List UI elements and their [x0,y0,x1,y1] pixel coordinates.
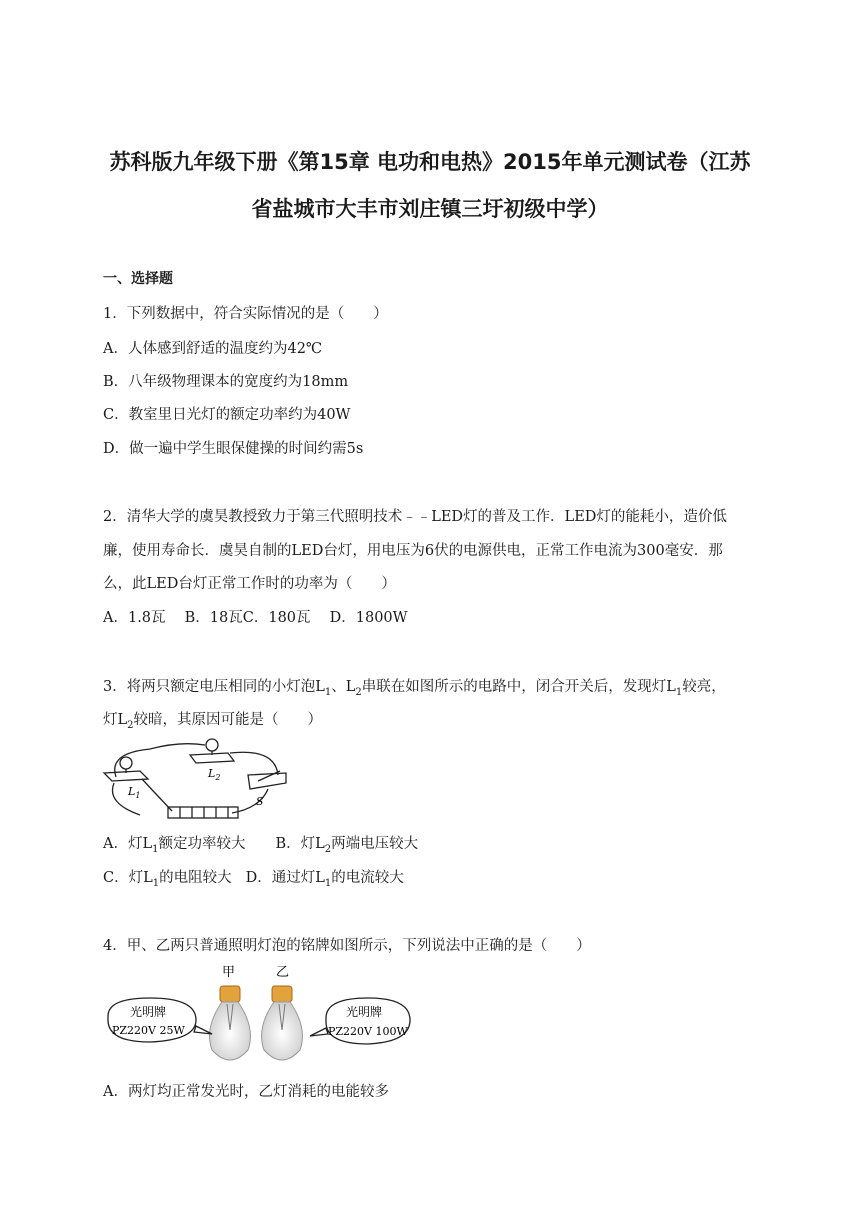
q1-option-a: A．人体感到舒适的温度约为42℃ [103,341,323,357]
doc-title-line1: 苏科版九年级下册《第15章 电功和电热》2015年单元测试卷（江苏 [109,150,751,174]
lamp-yi-label: 乙 [276,965,290,980]
section-heading: 一、选择题 [103,271,173,287]
bulb-jia-icon [210,986,251,1060]
q3-option-d: D．通过灯L [245,870,325,886]
q2-line2: 廉，使用寿命长．虞昊自制的LED台灯，用电压为6伏的电源供电，正常工作电流为300毫安．那 [103,543,723,559]
subscript: 1 [152,843,159,855]
q2-line3: 么，此LED台灯正常工作时的功率为（ ） [103,576,396,592]
bulbs-figure [100,958,412,1070]
q4-option-a: A．两灯均正常发光时，乙灯消耗的电能较多 [103,1084,389,1100]
q3-text: 3．将两只额定电压相同的小灯泡L [103,679,325,695]
subscript: 1 [152,877,160,889]
q3-line1 [103,675,726,698]
q1-option-d: D．做一遍中学生眼保健操的时间约需5s [103,441,364,457]
subscript: 2 [324,843,332,855]
q3-line2 [103,708,322,731]
subscript: 1 [324,686,332,698]
fig-label-l2: $L_2$ [208,767,221,782]
subscript: 1 [324,877,332,889]
q1-option-b: B．八年级物理课本的宽度约为18mm [103,374,349,390]
subscript: 2 [355,686,362,698]
q3-option-a-text: 额定功率较大 [158,836,246,852]
q3-option-d-text: 的电流较大 [331,870,404,886]
q3-option-c: C．灯L [103,870,153,886]
q3-text: 、L [331,679,356,695]
q3-text: 较暗，其原因可能是（ ） [133,712,323,728]
q4-stem: 4．甲、乙两只普通照明灯泡的铭牌如图所示，下列说法中正确的是（ ） [103,938,591,954]
q3-options-ab [103,832,418,855]
circuit-figure [100,733,290,828]
q3-option-c-text: 的电阻较大 [159,870,232,886]
q2-line1: 2．清华大学的虞昊教授致力于第三代照明技术﹣﹣LED灯的普及工作．LED灯的能耗小，造价低 [103,509,727,525]
left-brand: 光明牌 [130,1005,167,1019]
q3-text: 串联在如图所示的电路中，闭合开关后，发现灯L [361,679,676,695]
doc-title-line2: 省盐城市大丰市刘庄镇三圩初级中学） [251,197,609,221]
bulb-yi-icon [262,986,303,1060]
fig-label-l1: $L_1$ [128,785,141,800]
q3-options-cd [103,866,404,889]
right-spec: PZ220V 100W [328,1025,408,1038]
q3-option-b-text: 两端电压较大 [331,836,419,852]
q3-text: 较亮， [682,679,726,695]
fig-label-s: S [256,795,264,808]
subscript: 1 [675,686,683,698]
q3-option-a: A．灯L [103,836,153,852]
left-spec: PZ220V 25W [112,1024,185,1037]
q3-text: 灯L [103,712,128,728]
q3-option-b: B．灯L [275,836,325,852]
q1-option-c: C．教室里日光灯的额定功率约为40W [103,407,351,423]
lamp-jia-label: 甲 [222,965,236,980]
q2-options: A．1.8瓦 B．18瓦C．180瓦 D．1800W [103,610,408,626]
right-brand: 光明牌 [346,1005,383,1019]
q1-stem: 1．下列数据中，符合实际情况的是（ ） [103,306,388,322]
subscript: 2 [127,719,134,731]
